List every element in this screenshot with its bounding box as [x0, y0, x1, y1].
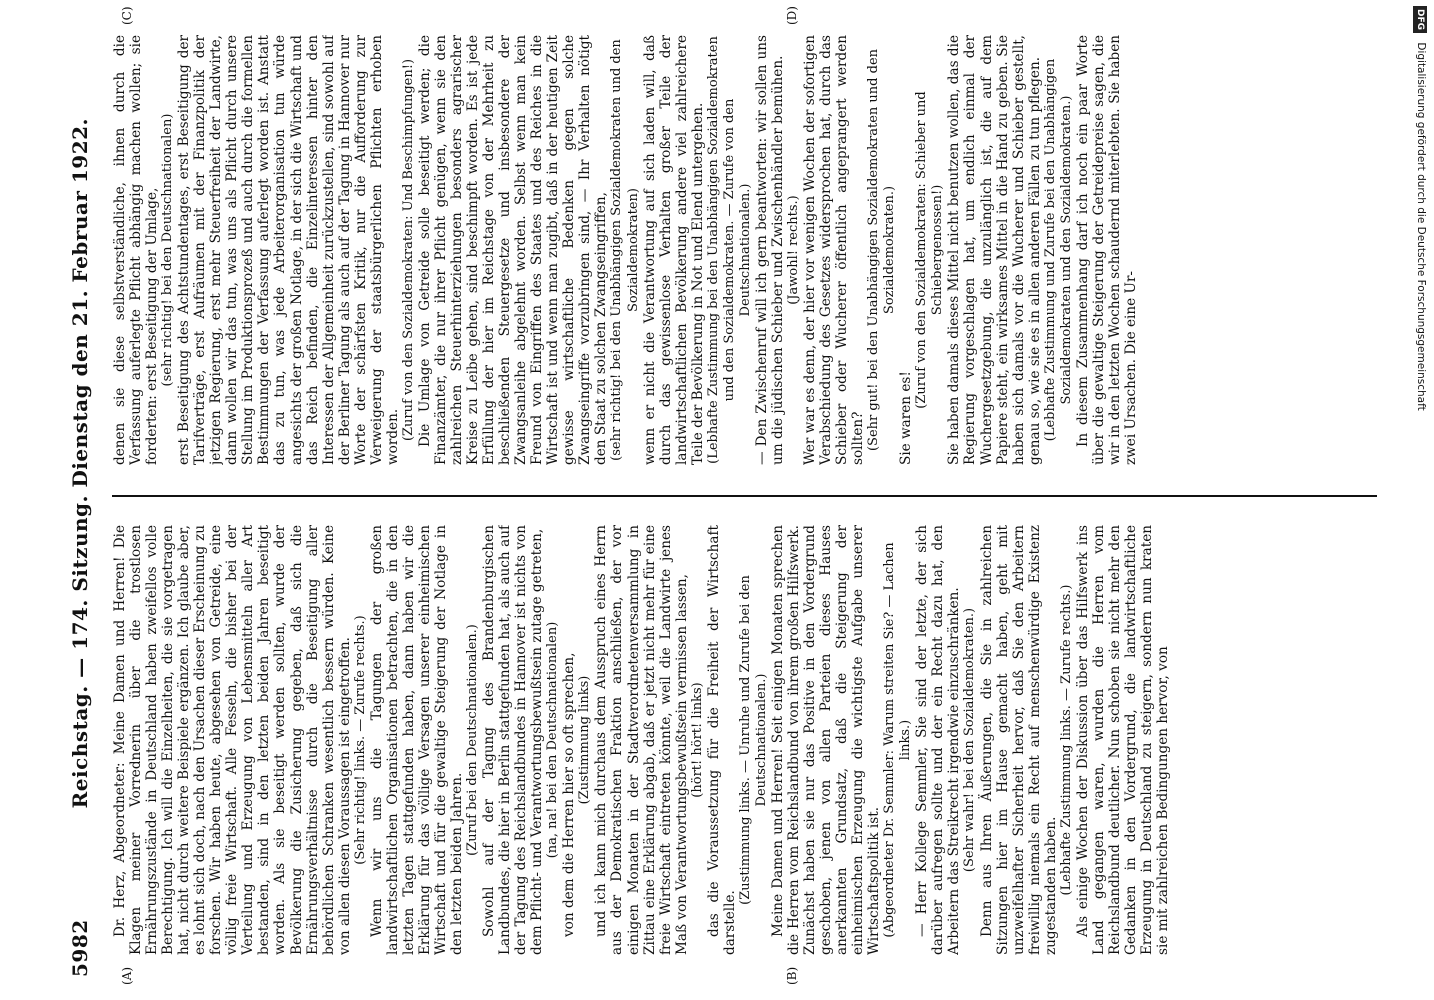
paragraph: — Den Zwischenruf will ich gern beantworten: wir sollen uns um die jüdischen Schieber und Zwischenhändler bemühen. — [753, 35, 786, 465]
page-header — [60, 7, 100, 977]
page-number: 5982 — [68, 919, 92, 977]
paragraph: Wenn wir uns die Tagungen der großen landwirtschaftlichen Organisationen betrachten, die in den letzten Tagen stattgefunden haben, dann haben wir die Erklärung für das völlige Versagen unserer einheimischen Wirtschaft und für die gewaltige Steigerung der Notlage in den letzten beiden Jahren. — [368, 525, 465, 955]
interjection: (Lebhafte Zustimmung bei den Unabhängigen Sozialdemokraten und den Sozialdemokraten. — Zurufe von den Deutschnationalen.) — [705, 36, 753, 464]
page-title: Reichstag. — 174. Sitzung. Dienstag den 21. Februar 1922. — [68, 117, 92, 809]
paragraph: Die Umlage von Getreide solle beseitigt werden; die Finanzämter, die nur ihrer Pflicht genügen, wenn sie den zahlreichen Steuerhinterziehungen besonders agrarischer Kreise zu Leibe gehen, sind beschimpft worden. Es ist jede Erfüllung der hier im Reichstage von der Mehrheit zu beschließenden Steuergesetze und insbesondere der Zwangsanleihe abgelehnt worden. Selbst wenn man kein Freund von Eingriffen des Staates und des Reiches in die Wirtschaft ist und wenn man zugibt, daß in der heutigen Zeit gewisse wirtschaftliche Bedenken gegen solche Zwangseingriffe vorzubringen sind, — Ihr Verhalten nötigt den Staat zu solchen Zwangseingriffen, — [416, 35, 610, 465]
paragraph: Sie waren es! — [898, 371, 915, 465]
rotated-page — [60, 0, 1390, 985]
paragraph: Sie haben damals dieses Mittel nicht benutzen wollen, das die Regierung vorgeschlagen hat, um endlich einmal der Wuchergesetzgebung, die unzulänglich ist, die auf dem Papiere steht, ein wirksames Mittel in die Hand zu geben. Sie haben sich damals vor die Wucherer und Schieber gestellt, genau so, wie sie es in allen anderen Fällen zu tun pflegen. — [946, 35, 1043, 465]
paragraph: Meine Damen und Herren! Seit einigen Monaten sprechen die Herren vom Reichslandbund von ihrem großen Hilfswerk. Zunächst haben sie nur das Positive in den Vordergrund geschoben, jenen von allen Parteien dieses Hauses anerkannten Grundsatz, daß die Steigerung der einheimischen Erzeugung die wichtigste Aufgabe unserer Wirtschaftspolitik ist. — [769, 525, 883, 955]
paragraph: das die Voraussetzung für die Freiheit der Wirtschaft darstelle. — [705, 525, 738, 955]
paragraph: Dr. Herz, Abgeordneter: Meine Damen und Herren! Die Klagen meiner Vorrednerin über die trostlosen Ernährungszustände in Deutschland haben zweifellos volle Berechtigung. Ich will die Einzelheiten, die sie vorgetragen hat, nicht durch weitere Beispiele ergänzen. Ich glaube aber, es lohnt sich doch, nach den Ursachen dieser Erscheinung zu forschen. Wir haben heute, abgesehen von Getreide, eine völlig freie Wirtschaft. Alle Fesseln, die bisher bei der Verteilung und Erzeugung von Lebensmitteln aller Art bestanden, sind in den letzten beiden Jahren beseitigt worden. Als sie beseitigt werden sollten, wurde der Bevölkerung die Zusicherung gegeben, daß sich die Ernährungsverhältnisse durch die Beseitigung aller behördlichen Schranken wesentlich bessern würden. Keine von allen diesen Voraussagen ist eingetroffen. — [112, 525, 353, 955]
interjection: (Zuruf bei den Deutschnationalen.) — [465, 624, 481, 856]
interjection: (sehr richtig! bei den Unabhängigen Sozialdemokraten und den Sozialdemokraten) — [609, 39, 641, 461]
interjection: (Zuruf von den Sozialdemokraten: Schieber und Schiebergenossen!) — [914, 91, 946, 409]
interjection: (Sehr richtig! links. — Zurufe rechts.) — [352, 615, 368, 865]
paragraph: wenn er nicht die Verantwortung auf sich laden will, daß durch das gewissenlose Verhalten großer Teile der landwirtschaftlichen Bevölkerung andere viel zahlreichere Teile der Bevölkerung in Not und Elend untergehen. — [641, 35, 706, 465]
paragraph: Denn aus Ihren Äußerungen, die Sie in zahlreichen Sitzungen hier im Hause gemacht haben, geht mit unzweifelhafter Sicherheit hervor, daß Sie den Arbeitern freiwillig niemals ein Recht auf menschenwürdige Existenz zugestanden haben. — [978, 525, 1059, 955]
margin-marker-a: (A) — [120, 966, 134, 985]
paragraph: erst Beseitigung des Achtstundentages, erst Beseitigung der Tarifverträge, erst Aufräumen mit der Finanzpolitik der jetzigen Regierung, erst mehr Steuerfreiheit der Landwirte, dann wollen wir das tun, was uns als Pflicht durch unsere Stellung im Produktionsprozeß und auch durch die formellen Bestimmungen der Verfassung auferlegt worden ist. Anstatt das zu tun, was jede Arbeiterorganisation tun würde angesichts der großen Notlage, in der sich die Wirtschaft und das Reich befinden, die Einzelinteressen hinter den Interessen der Allgemeinheit zurückzustellen, sind sowohl auf der Berliner Tagung als auch auf der Tagung in Hannover nur Worte der schärfsten Kritik, nur die Aufforderung zur Verweigerung der staatsbürgerlichen Pflichten erhoben worden. — [176, 35, 401, 465]
text-columns — [112, 25, 1382, 955]
interjection: (Zustimmung links) — [577, 675, 593, 805]
dfg-logo: DFG — [1413, 6, 1427, 33]
interjection: (Abgeordneter Dr. Semmler: Warum streiten Sie? — Lachen links.) — [882, 542, 914, 938]
margin-marker-d: (D) — [785, 6, 799, 25]
funding-text: Digitalisierung gefördert durch die Deutsche Forschungsgemeinschaft — [1415, 42, 1427, 411]
interjection: (na, na! bei den Deutschnationalen) — [545, 621, 561, 859]
funding-note — [1410, 6, 1432, 986]
paragraph: — Herr Kollege Semmler, Sie sind der letzte, der sich darüber aufregen sollte und der ein Recht dazu hat, den Arbeitern das Streikrecht irgendwie einzuschränken. — [914, 525, 963, 955]
paragraph: denen sie diese selbstverständliche, ihnen durch die Verfassung auferlegte Pflicht abhängig machen wollen; sie forderten: erst Beseitigung der Umlage, — [112, 35, 161, 465]
margin-marker-b: (B) — [785, 966, 799, 985]
paragraph: Sowohl auf der Tagung des Brandenburgischen Landbundes, die hier in Berlin stattgefunden hat, als auch auf der Tagung des Reichslandbundes in Hannover ist nichts von dem Pflicht- und Verantwortungsbewußtsein zutage getreten, — [481, 525, 546, 955]
interjection: (Zustimmung links. — Unruhe und Zurufe bei den Deutschnationalen.) — [737, 575, 769, 905]
interjection: (Zuruf von den Sozialdemokraten: Und Beschimpfungen!) — [400, 58, 416, 442]
interjection: (Lebhafte Zustimmung links. — Zurufe rechts.) — [1058, 584, 1074, 896]
paragraph: von dem die Herren hier so oft sprechen, — [561, 652, 578, 937]
interjection: (hört! hört! links) — [689, 682, 705, 798]
interjection: (Jawohl! rechts.) — [785, 195, 801, 305]
interjection: (Lebhafte Zustimmung und Zurufe bei den Unabhängigen Sozialdemokraten und den Sozialdemokraten.) — [1042, 58, 1074, 442]
paragraph: In diesem Zusammenhang darf ich noch ein paar Worte über die gewaltige Steigerung der Getreidepreise sagen, die wir in den letzten Wochen schaudernd miterlebten. Sie haben zwei Ursachen. Die eine Ur- — [1074, 35, 1139, 465]
margin-marker-c: (C) — [120, 6, 134, 25]
interjection: (Sehr wahr! bei den Sozialdemokraten.) — [962, 607, 978, 873]
interjection: (Sehr gut! bei den Unabhängigen Sozialdemokraten und den Sozialdemokraten.) — [866, 48, 898, 452]
interjection: (sehr richtig! bei den Deutschnationalen) — [160, 113, 176, 387]
paragraph: Wer war es denn, der hier vor wenigen Wochen der sofortigen Verabschiedung des Gesetzes widersprochen hat, durch das Schieber oder Wucherer öffentlich angeprangert werden sollten? — [802, 35, 867, 465]
right-column — [112, 35, 1377, 465]
left-column — [112, 525, 1377, 955]
paragraph: Als einige Wochen der Diskussion über das Hilfswerk ins Land gegangen waren, wurden die Herren vom Reichslandbund deutlicher. Nun schoben sie nicht mehr den Gedanken in den Vordergrund, die landwirtschaftliche Erzeugung in Deutschland zu steigern, sondern nun kraten sie mit zahlreichen Bedingungen hervor, von — [1074, 525, 1172, 955]
paragraph: und ich kann mich durchaus dem Ausspruch eines Herrn aus der Demokratischen Fraktion anschließen, der vor einigen Monaten in der Stadtverordnetenversammlung in Zittau eine Erklärung abgab, daß er jetzt nicht mehr für eine freie Wirtschaft eintreten könnte, weil die Landwirte jenes Maß von Verantwortungsbewußtsein vermissen lassen, — [593, 525, 690, 955]
column-divider — [112, 495, 1377, 497]
